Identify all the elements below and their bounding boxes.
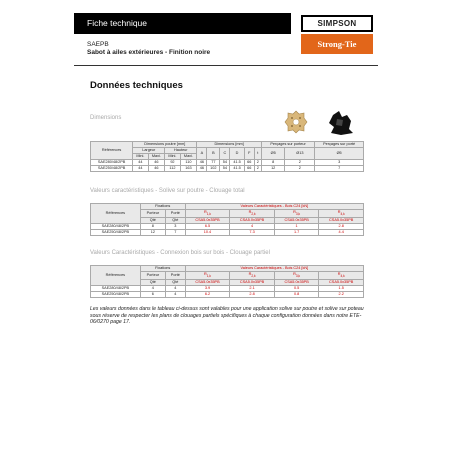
table-cell: 4	[165, 285, 185, 291]
col-r1k	[185, 210, 230, 218]
table-cell: 163	[180, 166, 197, 172]
table-cell: 4	[140, 285, 165, 291]
col-fastener: CSA5.0x35PB	[274, 217, 319, 223]
col-o5-porte: Ø5	[315, 148, 364, 160]
r1k-sub: 1,k	[206, 211, 211, 216]
col-hauteur: Hauteur	[165, 148, 197, 154]
col-b: B	[207, 148, 220, 160]
col-fastener: CSA5.0x35PB	[185, 217, 230, 223]
chars1-table	[90, 203, 364, 236]
col-hauteur-min: Mini.	[165, 154, 180, 160]
header-bar	[74, 13, 291, 34]
table-cell: 2	[285, 166, 315, 172]
col-r2k	[230, 210, 275, 218]
r-symbol: R	[248, 210, 252, 214]
section-title: Données techniques	[90, 80, 183, 91]
col-largeur-max: Maxi.	[148, 154, 165, 160]
table-cell: 46	[148, 160, 165, 166]
table-cell: 44	[133, 166, 148, 172]
col-r2k	[230, 272, 275, 280]
col-c: C	[220, 148, 230, 160]
table-cell: 8	[261, 160, 285, 166]
cell-reference: SAE280/48/2PB	[91, 223, 141, 229]
table-cell: 12	[261, 166, 285, 172]
logo-strongtie: Strong-Tie	[301, 34, 373, 54]
table-cell: 77	[207, 160, 220, 166]
r-symbol: R	[204, 272, 207, 276]
product-code: SAEPB	[87, 41, 109, 48]
table-row	[91, 291, 364, 297]
col-qte-porte: Qté	[165, 217, 185, 223]
table-cell: 2	[254, 166, 261, 172]
chars2-table	[90, 265, 364, 298]
col-percage-porte: Perçages sur porté	[315, 142, 364, 148]
product-photo-flat	[284, 110, 308, 134]
table-cell: 54	[220, 160, 230, 166]
col-porte: Porté	[165, 272, 185, 280]
col-fastener: CSA5.0x35PB	[319, 217, 364, 223]
table-cell: 2.1	[230, 285, 275, 291]
chars2-subtitle: Valeurs Caractéristiques - Connexion bois sur bois - Clouage partiel	[90, 250, 270, 256]
table-row	[91, 229, 364, 235]
col-fastener: CSA5.0x35PB	[230, 217, 275, 223]
table-cell: 6.5	[185, 223, 230, 229]
table-cell: 112	[165, 166, 180, 172]
table-cell: 1	[274, 223, 319, 229]
table-cell: 41.5	[230, 160, 244, 166]
r-symbol: R	[248, 272, 252, 276]
col-r3k	[274, 210, 319, 218]
r1k-sub: 1,k	[206, 273, 211, 278]
table-cell: 12	[140, 229, 165, 235]
col-poutre: Dimensions poutre [mm]	[133, 142, 197, 148]
col-dimensions: Dimensions [mm]	[197, 142, 262, 148]
table-cell: 2.8	[319, 223, 364, 229]
col-r4k	[319, 210, 364, 218]
col-r1k	[185, 272, 230, 280]
cell-reference: SAE250/48/2PB	[91, 166, 133, 172]
table-cell: 3	[165, 223, 185, 229]
col-references: Références	[91, 142, 133, 160]
table-cell: 0.5	[274, 285, 319, 291]
r-symbol: R	[337, 210, 341, 214]
r-symbol: R	[337, 272, 341, 276]
col-f: F	[244, 148, 254, 160]
col-values-header: Valeurs Caractéristiques - Bois C24 [kN]	[185, 266, 363, 272]
table-cell: 6.2	[185, 291, 230, 297]
cell-reference: SAE250/48/2PB	[91, 291, 141, 297]
table-cell: 2.2	[319, 291, 364, 297]
header-divider	[74, 65, 378, 66]
table-cell: 44	[133, 160, 148, 166]
r-symbol: R	[293, 210, 296, 214]
chars1-subtitle: Valeurs caractéristiques - Solive sur poutre - Clouage total	[90, 188, 245, 194]
table-row	[91, 166, 364, 172]
cell-reference: SAE280/48/2PB	[91, 160, 133, 166]
table-cell: 54	[220, 166, 230, 172]
dimensions-subtitle: Dimensions	[90, 115, 122, 121]
table-cell: 2	[285, 160, 315, 166]
col-fastener: CSA5.0x35PB	[274, 279, 319, 285]
col-a: A	[197, 148, 207, 160]
r3k-sub: 3,k	[295, 273, 301, 278]
col-r3k	[274, 272, 319, 280]
dimensions-table	[90, 141, 364, 172]
col-fixations: Fixations	[140, 266, 185, 272]
col-largeur: Largeur	[133, 148, 165, 154]
col-porte: Porté	[165, 210, 185, 218]
col-percage-porteur: Perçages sur porteur	[261, 142, 314, 148]
col-references: Références	[91, 266, 141, 286]
cell-reference: SAE280/48/2PB	[91, 285, 141, 291]
table-cell: 4	[230, 223, 275, 229]
table-cell: 41.5	[230, 166, 244, 172]
table-cell: 46	[197, 166, 207, 172]
usage-note: Les valeurs données dans le tableau ci-dessus sont valables pour une application solive sur poutre et solive sur poteau sous réserve de respecter les plans de clouages partiels spécifiques à chaque configuration données dans notre ETE-06/0270 page 17.	[90, 306, 364, 326]
cell-reference: SAE250/48/2PB	[91, 229, 141, 235]
sheet-type-title: Fiche technique	[87, 18, 148, 28]
table-cell: 4	[165, 291, 185, 297]
table-cell: 7	[315, 166, 364, 172]
r-symbol: R	[293, 272, 296, 276]
col-qte-porte: Qté	[165, 279, 185, 285]
table-cell: 1.5	[319, 285, 364, 291]
r-symbol: R	[204, 210, 207, 214]
table-cell: 3.9	[185, 285, 230, 291]
col-values-header: Valeurs Caractéristiques - Bois C24 [kN]	[185, 204, 363, 210]
table-cell: 66	[244, 166, 254, 172]
table-cell: 66	[244, 160, 254, 166]
table-cell: 3	[315, 160, 364, 166]
col-porteur: Porteur	[140, 272, 165, 280]
product-name: Sabot à ailes extérieures - Finition noire	[87, 49, 211, 56]
r2k-sub: 2,k	[251, 273, 256, 278]
table-cell: 8	[140, 223, 165, 229]
table-cell: 2.8	[230, 291, 275, 297]
table-cell: 110	[180, 160, 197, 166]
table-cell: 7.3	[230, 229, 275, 235]
table-cell: 102	[207, 166, 220, 172]
col-o13: Ø13	[285, 148, 315, 160]
table-cell: 92	[165, 160, 180, 166]
r3k-sub: 3,k	[295, 211, 301, 216]
col-fastener: CSA5.0x35PB	[230, 279, 275, 285]
table-cell: 6	[140, 291, 165, 297]
col-fastener: CSA5.0x35PB	[185, 279, 230, 285]
r4k-sub: 4,k	[340, 273, 345, 278]
col-d: D	[230, 148, 244, 160]
table-cell: 46	[197, 160, 207, 166]
datasheet-page	[74, 13, 378, 439]
col-largeur-min: Mini.	[133, 154, 148, 160]
col-hauteur-max: Maxi.	[180, 154, 197, 160]
product-photo-black-hanger	[325, 109, 355, 137]
table-cell: 1.7	[274, 229, 319, 235]
table-cell: 46	[148, 166, 165, 172]
col-qte-porteur: Qté	[140, 279, 165, 285]
table-cell: 7	[165, 229, 185, 235]
table-cell: 10.4	[185, 229, 230, 235]
logo-simpson: SIMPSON	[301, 15, 373, 32]
col-fastener: CSA5.0x35PB	[319, 279, 364, 285]
col-r4k	[319, 272, 364, 280]
col-fixations: Fixations	[140, 204, 185, 210]
col-references: Références	[91, 204, 141, 224]
r2k-sub: 2,k	[251, 211, 256, 216]
table-cell: 2	[254, 160, 261, 166]
col-qte-porteur: Qté	[140, 217, 165, 223]
col-o5: Ø5	[261, 148, 285, 160]
col-t: t	[254, 148, 261, 160]
col-porteur: Porteur	[140, 210, 165, 218]
simpson-strongtie-logo	[301, 15, 373, 56]
r4k-sub: 4,k	[340, 211, 345, 216]
table-cell: 0.8	[274, 291, 319, 297]
table-cell: 4.4	[319, 229, 364, 235]
